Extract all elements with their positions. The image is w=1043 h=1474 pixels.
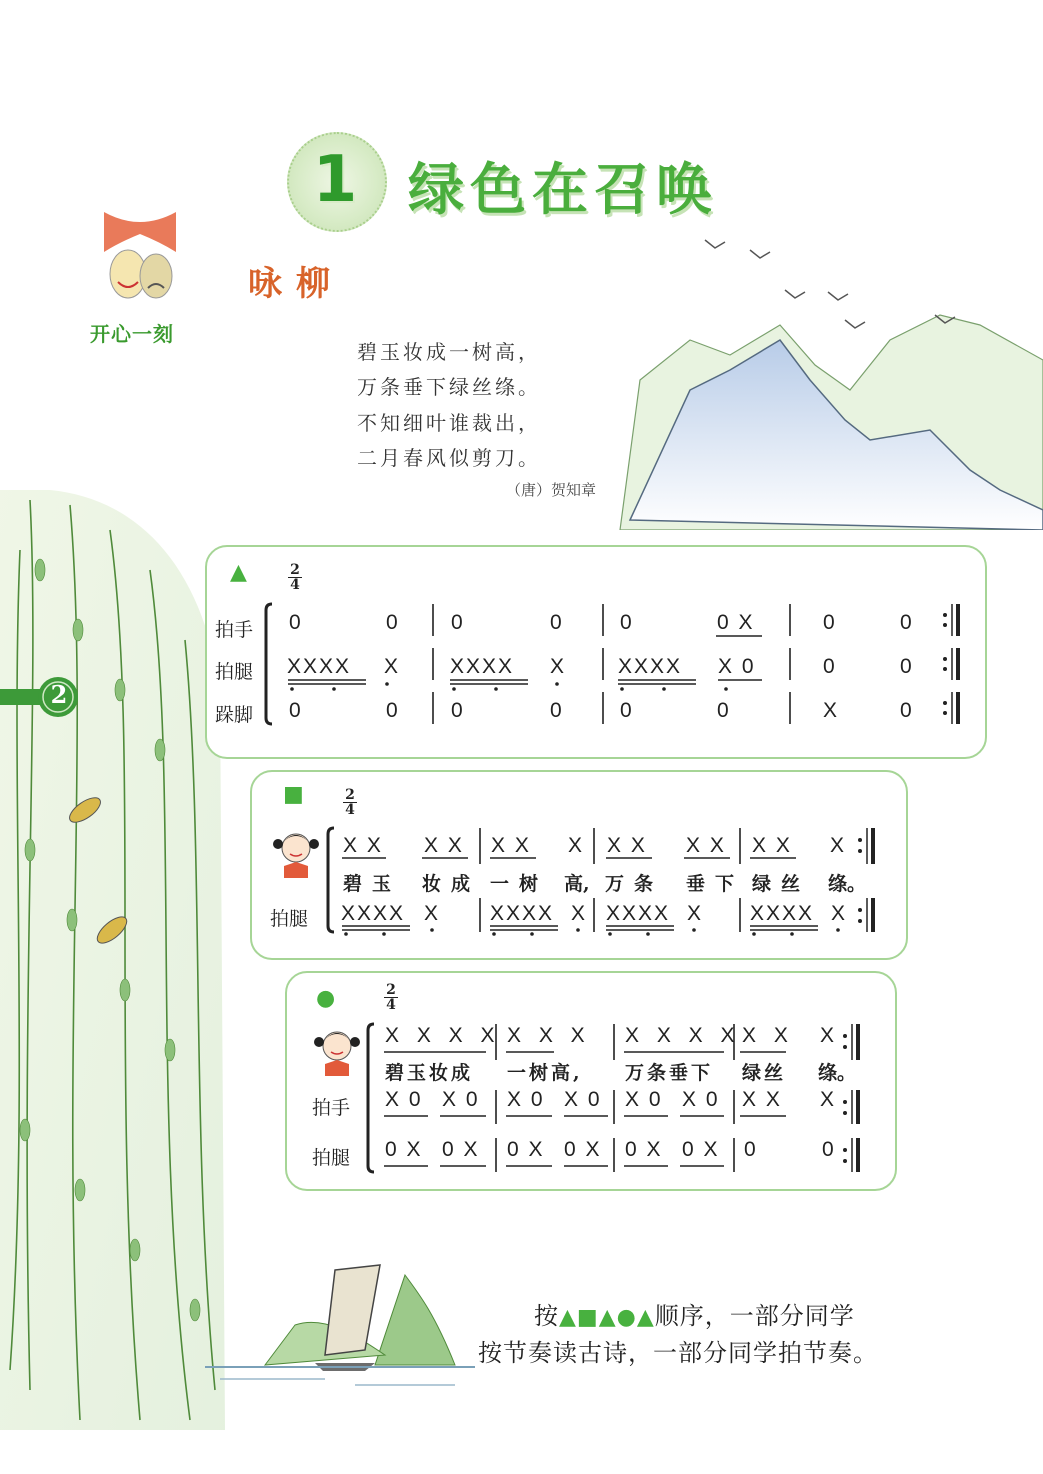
rhythm-note: X — [823, 699, 840, 722]
lesson-number: 1 — [312, 143, 358, 217]
time-signature: 2 4 — [343, 788, 357, 817]
birds — [705, 240, 955, 328]
rhythm-note: 0 — [620, 699, 634, 722]
rhythm-note: 0 — [900, 655, 914, 678]
rhythm-note: X 0 — [564, 1088, 602, 1111]
lyric: 妆成 — [422, 873, 481, 895]
rhythm-note: X X — [686, 834, 726, 857]
rhythm-note: 0 X — [682, 1138, 720, 1161]
rhythm-note: X X X — [507, 1024, 591, 1047]
rhythm-note: X 0 — [625, 1088, 663, 1111]
triangle-icon: ▲ — [230, 560, 247, 585]
rhythm-note: X X — [742, 1024, 794, 1047]
lyric: 一树 — [490, 873, 549, 895]
rhythm-note: 0 — [900, 611, 914, 634]
lyric: 碧玉妆成 — [385, 1062, 474, 1084]
poem-line: 二月春风似剪刀。 — [357, 446, 541, 470]
girl-avatar-icon — [268, 822, 324, 878]
girl-avatar-icon — [309, 1020, 365, 1076]
rhythm-note: X — [568, 834, 585, 857]
poem-author: （唐）贺知章 — [506, 481, 597, 499]
instruction-text: 顺序，一部分同学 — [654, 1302, 855, 1330]
rhythm-note: 0 — [550, 699, 564, 722]
rhythm-note: X 0 — [718, 655, 756, 678]
rhythm-note: X X — [607, 834, 647, 857]
lesson-title: 绿色在召唤 — [408, 158, 718, 223]
poem-line: 碧玉妆成一树高， — [357, 340, 541, 364]
rhythm-note: X — [424, 902, 441, 925]
lyric: 垂下 — [686, 873, 745, 895]
lyric: 高, — [564, 873, 590, 895]
circle-icon: ● — [316, 986, 336, 1011]
rhythm-note: X — [550, 655, 567, 678]
rhythm-note: 0 X — [507, 1138, 545, 1161]
rhythm-note: XXXX — [341, 902, 406, 925]
lyric: 绦。 — [818, 1062, 857, 1084]
section-label: 开心一刻 — [90, 322, 174, 346]
rhythm-note: X 0 — [385, 1088, 423, 1111]
square-icon: ■ — [283, 782, 304, 807]
instruction-line-2: 按节奏读古诗，一部分同学拍节奏。 — [478, 1339, 878, 1367]
rhythm-note: X X — [424, 834, 464, 857]
rhythm-note: X — [820, 1024, 837, 1047]
row-label: 拍腿 — [312, 1147, 351, 1169]
rhythm-note: 0 X — [564, 1138, 602, 1161]
row-label: 拍手 — [312, 1097, 351, 1119]
rhythm-note: 0 — [744, 1138, 758, 1161]
rhythm-note: XXXX — [606, 902, 671, 925]
rhythm-note: X 0 — [442, 1088, 480, 1111]
poem-line: 万条垂下绿丝绦。 — [357, 375, 541, 399]
rhythm-note: X — [571, 902, 588, 925]
row-label: 拍手 — [215, 619, 254, 641]
rhythm-note: 0 — [289, 699, 303, 722]
time-signature: 2 4 — [384, 983, 398, 1012]
rhythm-note: X X — [491, 834, 531, 857]
rhythm-note: X — [687, 902, 704, 925]
lyric: 绿丝 — [752, 873, 811, 895]
rhythm-note: X — [831, 902, 848, 925]
lyric: 万条 — [605, 873, 664, 895]
page-number: 2 — [50, 680, 68, 709]
theater-masks-icon — [100, 212, 180, 312]
rhythm-note: X X X X — [625, 1024, 741, 1047]
willow-tree-illustration — [0, 490, 230, 1430]
rhythm-note: 0 X — [385, 1138, 423, 1161]
rhythm-note: 0 X — [442, 1138, 480, 1161]
time-signature: 2 4 — [288, 563, 302, 592]
rhythm-note: X 0 — [507, 1088, 545, 1111]
rhythm-note: X — [384, 655, 401, 678]
lyric: 绦。 — [828, 873, 867, 895]
lyric: 一树高, — [507, 1062, 583, 1084]
row-label: 跺脚 — [215, 704, 254, 726]
rhythm-note: X X — [742, 1088, 782, 1111]
rhythm-note: 0 — [620, 611, 634, 634]
lyric: 绿丝 — [742, 1062, 787, 1084]
rhythm-note: X X X X — [385, 1024, 501, 1047]
rhythm-note: X — [830, 834, 847, 857]
rhythm-note: XXXX — [490, 902, 555, 925]
boat-river-illustration — [205, 1255, 475, 1395]
instruction-line-1 — [534, 1296, 855, 1331]
rhythm-note: 0 — [451, 611, 465, 634]
rhythm-note: 0 — [823, 611, 837, 634]
rhythm-note: 0 — [451, 699, 465, 722]
row-label: 拍腿 — [215, 661, 254, 683]
symbol-sequence: ▲■▲●▲ — [559, 1305, 655, 1330]
poem-line: 不知细叶谁裁出， — [357, 411, 541, 435]
rhythm-note: 0 — [717, 699, 731, 722]
rhythm-note: X — [820, 1088, 837, 1111]
rhythm-note: XXXX — [618, 655, 683, 678]
rhythm-note: XXXX — [750, 902, 815, 925]
rhythm-note: XXXX — [450, 655, 515, 678]
rhythm-note: X X — [343, 834, 383, 857]
row-label: 拍腿 — [270, 908, 309, 930]
rhythm-note: 0 — [386, 611, 400, 634]
rhythm-note: 0 X — [717, 611, 755, 634]
instruction-prefix: 按 — [534, 1302, 559, 1330]
rhythm-note: XXXX — [287, 655, 352, 678]
lyric: 万条垂下 — [625, 1062, 714, 1084]
rhythm-note: 0 — [900, 699, 914, 722]
rhythm-note: 0 — [289, 611, 303, 634]
rhythm-note: X X — [752, 834, 792, 857]
mountains-illustration — [600, 230, 1043, 530]
lyric: 碧玉 — [343, 873, 402, 895]
rhythm-note: 0 — [386, 699, 400, 722]
rhythm-note: 0 — [550, 611, 564, 634]
rhythm-note: 0 — [823, 655, 837, 678]
rhythm-note: 0 — [822, 1138, 836, 1161]
rhythm-note: X 0 — [682, 1088, 720, 1111]
rhythm-note: 0 X — [625, 1138, 663, 1161]
poem-title: 咏柳 — [248, 264, 344, 304]
